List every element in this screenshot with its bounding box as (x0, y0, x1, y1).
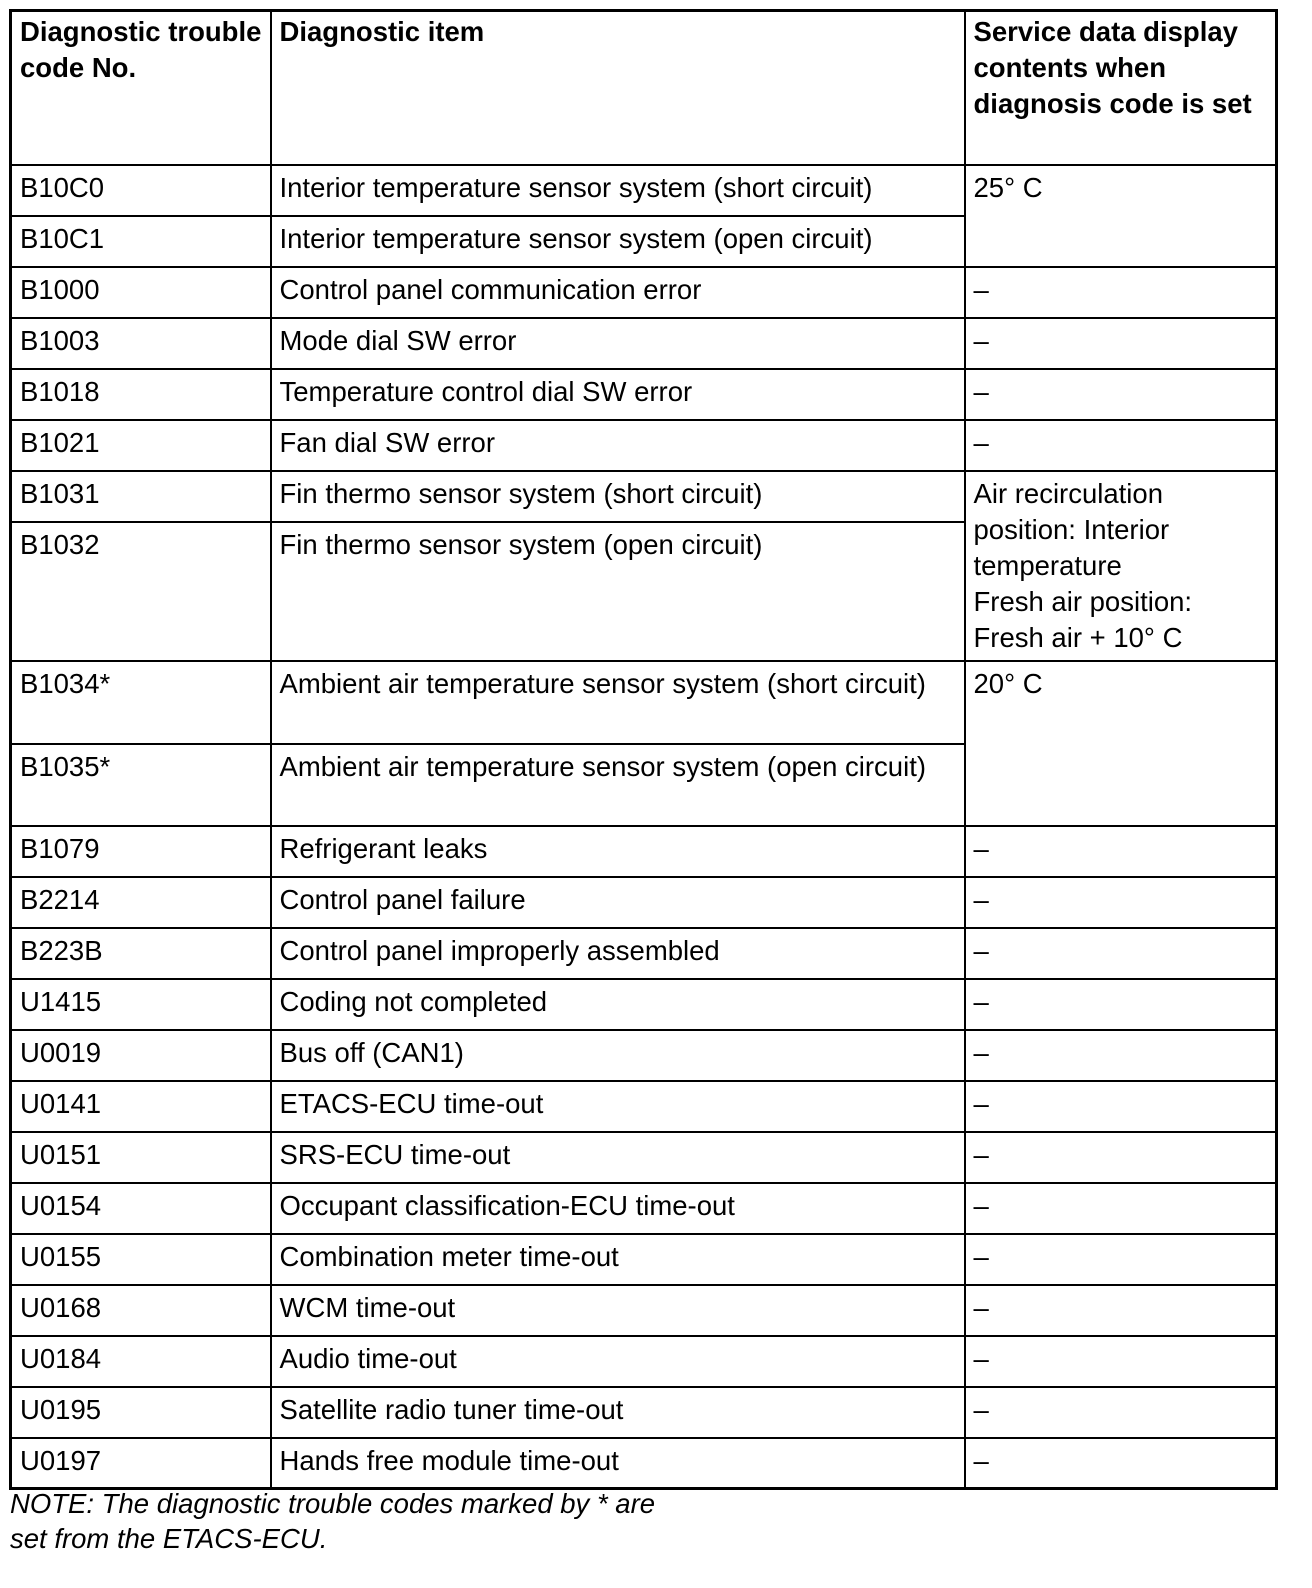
footnote: NOTE: The diagnostic trouble codes marked by * are set from the ETACS-ECU. (10, 1488, 656, 1554)
item-cell: Control panel improperly assembled (271, 928, 965, 979)
table-row (11, 267, 1277, 318)
code-cell: U0184 (11, 1336, 271, 1387)
item-cell: Fin thermo sensor system (open circuit) (271, 522, 965, 661)
service-data-cell: – (965, 1132, 1277, 1183)
item-cell: Hands free module time-out (271, 1438, 965, 1489)
table-row (11, 1336, 1277, 1387)
service-data-cell: – (965, 1387, 1277, 1438)
service-data-cell: – (965, 928, 1277, 979)
item-cell: Fin thermo sensor system (short circuit) (271, 471, 965, 522)
table-row (11, 1438, 1277, 1489)
item-cell: SRS-ECU time-out (271, 1132, 965, 1183)
service-data-cell: – (965, 318, 1277, 369)
table-row (11, 661, 1277, 744)
table-row (11, 928, 1277, 979)
header-service-data: Service data display contents when diagnosis code is set (965, 11, 1277, 165)
code-cell: U0154 (11, 1183, 271, 1234)
item-cell: Control panel failure (271, 877, 965, 928)
item-cell: Combination meter time-out (271, 1234, 965, 1285)
table-row (11, 1285, 1277, 1336)
service-data-cell: – (965, 1438, 1277, 1489)
item-cell: Ambient air temperature sensor system (short circuit) (271, 661, 965, 744)
item-cell: WCM time-out (271, 1285, 965, 1336)
code-cell: B1000 (11, 267, 271, 318)
service-data-cell: – (965, 1081, 1277, 1132)
code-cell: U0168 (11, 1285, 271, 1336)
table-row (11, 1081, 1277, 1132)
service-data-cell: – (965, 1183, 1277, 1234)
item-cell: Temperature control dial SW error (271, 369, 965, 420)
code-cell: U0155 (11, 1234, 271, 1285)
service-data-cell: – (965, 1285, 1277, 1336)
table-row (11, 471, 1277, 522)
item-cell: Occupant classification-ECU time-out (271, 1183, 965, 1234)
table-row (11, 877, 1277, 928)
table-row (11, 369, 1277, 420)
service-data-cell: – (965, 979, 1277, 1030)
table-row (11, 318, 1277, 369)
service-data-cell: 25° C (965, 165, 1277, 267)
code-cell: B1003 (11, 318, 271, 369)
code-cell: B1032 (11, 522, 271, 661)
header-code: Diagnostic trouble code No. (11, 11, 271, 165)
code-cell: U0195 (11, 1387, 271, 1438)
service-data-cell: Air recirculation position: Interior temperature Fresh air position: Fresh air + 10° C (965, 471, 1277, 661)
item-cell: Refrigerant leaks (271, 826, 965, 877)
code-cell: B1021 (11, 420, 271, 471)
code-cell: U1415 (11, 979, 271, 1030)
code-cell: U0019 (11, 1030, 271, 1081)
item-cell: Interior temperature sensor system (open circuit) (271, 216, 965, 267)
table-row (11, 1132, 1277, 1183)
service-data-cell: – (965, 1336, 1277, 1387)
service-data-cell: – (965, 877, 1277, 928)
item-cell: ETACS-ECU time-out (271, 1081, 965, 1132)
item-cell: Ambient air temperature sensor system (open circuit) (271, 744, 965, 826)
code-cell: B10C1 (11, 216, 271, 267)
item-cell: Audio time-out (271, 1336, 965, 1387)
code-cell: B1018 (11, 369, 271, 420)
item-cell: Coding not completed (271, 979, 965, 1030)
item-cell: Interior temperature sensor system (short circuit) (271, 165, 965, 216)
code-cell: U0197 (11, 1438, 271, 1489)
table-row (11, 1030, 1277, 1081)
item-cell: Bus off (CAN1) (271, 1030, 965, 1081)
table-row (11, 979, 1277, 1030)
service-data-cell: – (965, 369, 1277, 420)
code-cell: B223B (11, 928, 271, 979)
service-data-cell: – (965, 1030, 1277, 1081)
table-row (11, 1234, 1277, 1285)
code-cell: U0141 (11, 1081, 271, 1132)
code-cell: B2214 (11, 877, 271, 928)
item-cell: Fan dial SW error (271, 420, 965, 471)
item-cell: Mode dial SW error (271, 318, 965, 369)
code-cell: B1079 (11, 826, 271, 877)
code-cell: B1034* (11, 661, 271, 744)
item-cell: Control panel communication error (271, 267, 965, 318)
service-data-cell: – (965, 267, 1277, 318)
service-data-cell: – (965, 826, 1277, 877)
service-data-cell: – (965, 1234, 1277, 1285)
item-cell: Satellite radio tuner time-out (271, 1387, 965, 1438)
service-data-cell: 20° C (965, 661, 1277, 826)
table-row (11, 165, 1277, 216)
table-row (11, 1387, 1277, 1438)
service-data-cell: – (965, 420, 1277, 471)
code-cell: U0151 (11, 1132, 271, 1183)
table-row (11, 420, 1277, 471)
table-row (11, 1183, 1277, 1234)
code-cell: B1035* (11, 744, 271, 826)
code-cell: B1031 (11, 471, 271, 522)
code-cell: B10C0 (11, 165, 271, 216)
table-row (11, 826, 1277, 877)
table-header-row (11, 11, 1277, 165)
dtc-table (9, 9, 1278, 1490)
header-item: Diagnostic item (271, 11, 965, 165)
